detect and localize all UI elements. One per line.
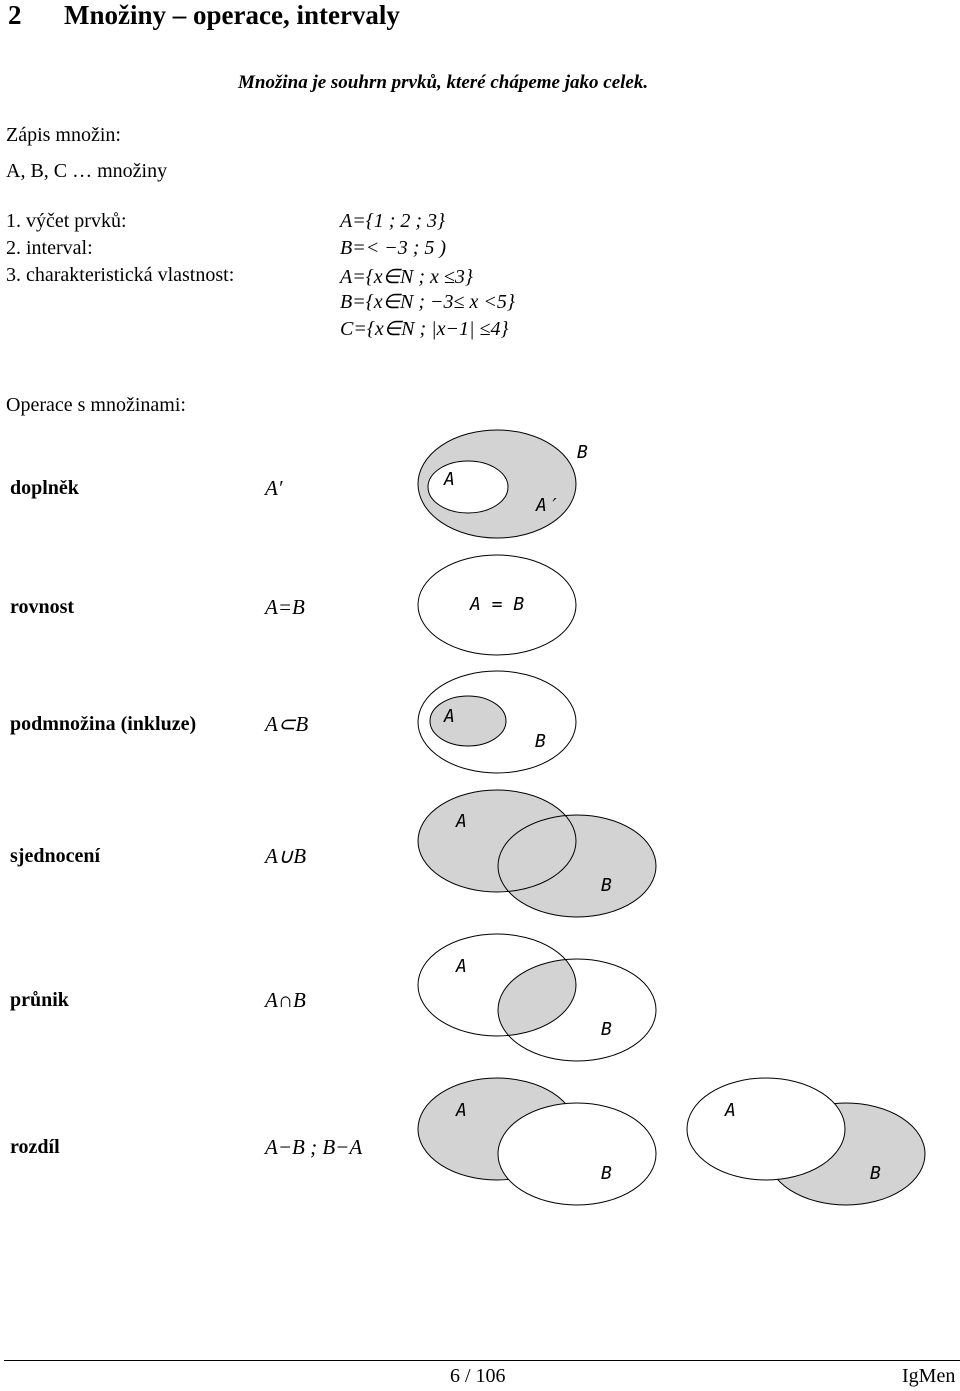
operation-expr: A−B ; B−A: [265, 1135, 363, 1159]
venn-label: B: [601, 875, 612, 896]
notation-item-expr: A={x∈N ; x ≤3}: [340, 266, 473, 288]
venn-label: B: [535, 731, 546, 752]
venn-label: A: [444, 706, 455, 727]
operation-expr: A∪B: [265, 844, 307, 868]
notation-sets-line: A, B, C … množiny: [6, 160, 168, 182]
operation-expr: A=B: [265, 595, 305, 619]
venn-label: A: [456, 1100, 467, 1121]
set-a-outline: [687, 1078, 845, 1180]
venn-label: A: [456, 956, 467, 977]
operation-name: rovnost: [10, 596, 75, 618]
notation-item-expr: A={1 ; 2 ; 3}: [340, 210, 446, 232]
venn-label: A: [725, 1100, 736, 1121]
footer-divider: [4, 1360, 960, 1361]
footer-author: IgMen: [902, 1365, 956, 1387]
operation-name: sjednocení: [10, 845, 100, 867]
notation-heading: Zápis množin:: [6, 124, 121, 146]
section-title: Množiny – operace, intervaly: [64, 0, 400, 30]
venn-label: A′: [536, 495, 558, 516]
notation-item-label: 2. interval:: [6, 237, 93, 259]
operation-name: doplněk: [10, 477, 79, 499]
operation-name: průnik: [10, 989, 69, 1011]
operation-expr: A′: [265, 476, 283, 500]
notation-item-label: 3. charakteristická vlastnost:: [6, 264, 235, 286]
operation-expr: A∩B: [265, 988, 306, 1012]
venn-label: B: [870, 1163, 881, 1184]
notation-item-expr: B=< −3 ; 5 ): [340, 237, 447, 259]
notation-extra-expr: C={x∈N ; |x−1| ≤4}: [340, 318, 509, 340]
venn-label: B: [601, 1163, 612, 1184]
operation-name: rozdíl: [10, 1136, 60, 1158]
definition-text: Množina je souhrn prvků, které chápeme jako celek.: [238, 72, 649, 93]
venn-label: B: [577, 442, 588, 463]
venn-label: A = B: [470, 594, 525, 615]
page-number: 6 / 106: [450, 1365, 506, 1387]
operation-expr: A⊂B: [265, 712, 309, 736]
notation-item-label: 1. výčet prvků:: [6, 210, 127, 232]
venn-label: B: [601, 1019, 612, 1040]
section-number: 2: [8, 0, 22, 30]
operation-name: podmnožina (inkluze): [10, 713, 197, 735]
notation-extra-expr: B={x∈N ; −3≤ x <5}: [340, 291, 515, 313]
set-b-outline: [498, 1103, 656, 1205]
venn-label: A: [444, 469, 455, 490]
venn-label: A: [456, 811, 467, 832]
operations-heading: Operace s množinami:: [6, 394, 186, 416]
